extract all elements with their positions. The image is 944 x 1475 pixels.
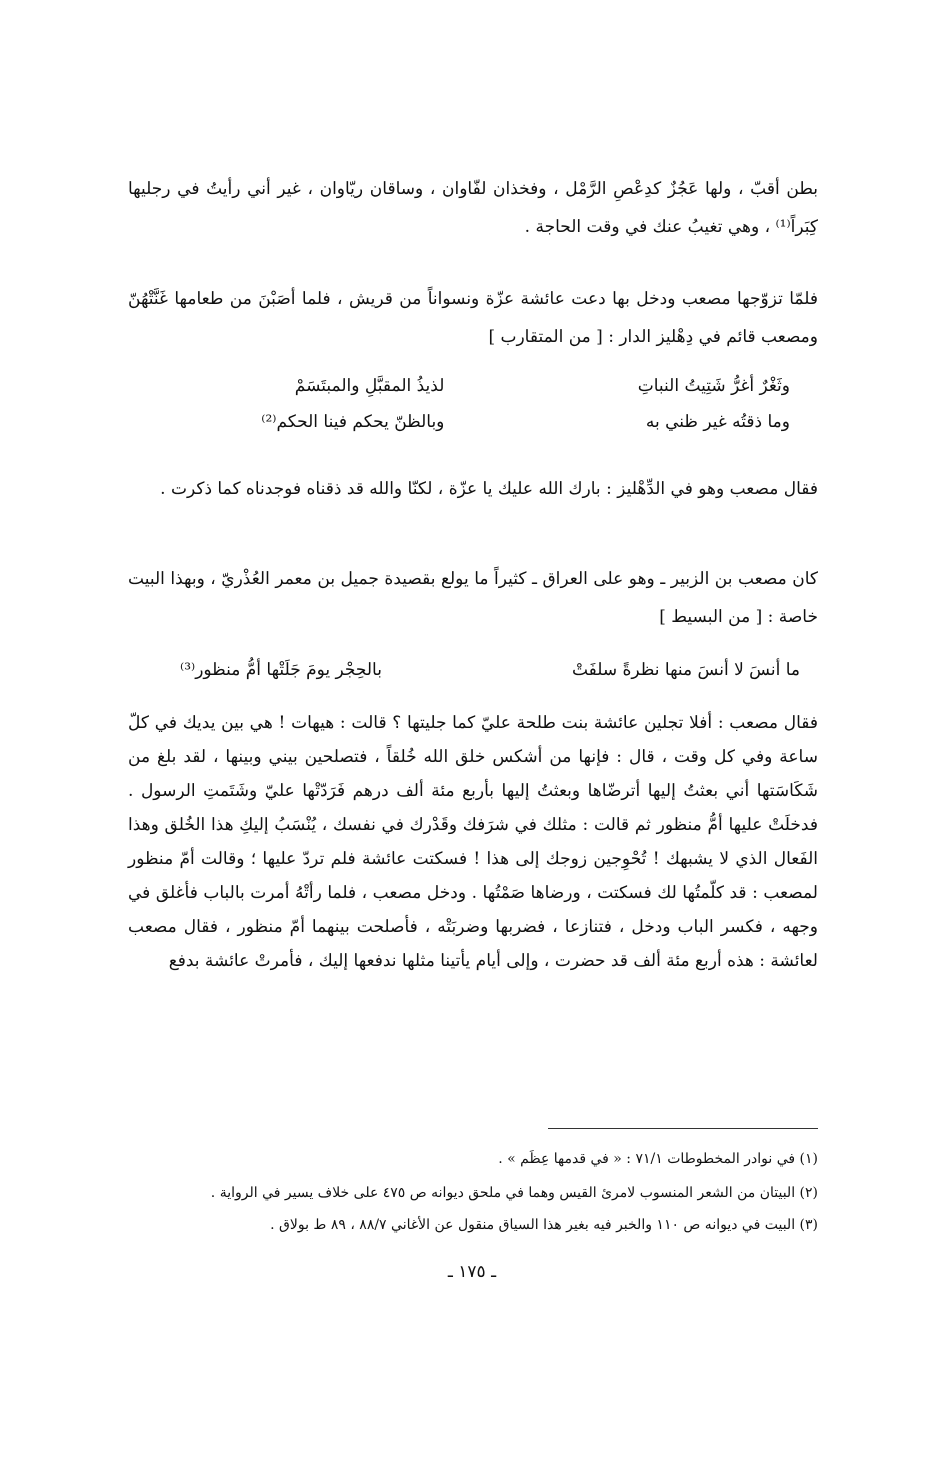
footnote-1: (١) في نوادر المخطوطات ٧١/١ : « في قدمها عِظَم » . xyxy=(498,1151,818,1167)
poem-block-1 xyxy=(150,368,790,440)
hemistich-left: لذيذُ المقبَّلِ والمبتَسَمْ xyxy=(294,376,445,396)
poem-verse xyxy=(150,404,790,440)
paragraph-4: كان مصعب بن الزبير ـ وهو على العراق ـ كثيراً ما يولع بقصيدة جميل بن معمر العُذْريّ ، وبهذا البيت خاصة : [ من البسيط ] xyxy=(128,569,818,627)
poem-verse xyxy=(180,652,800,688)
footnote-2: (٢) البيتان من الشعر المنسوب لامرئ القيس وهما في ملحق ديوانه ص ٤٧٥ على خلاف يسير في الرواية . xyxy=(210,1185,818,1201)
paragraph-3: فقال مصعب وهو في الدِّهْليز : بارك الله عليك يا عزّة ، لكنّا والله قد ذقناه فوجدناه كما ذكرت . xyxy=(160,479,818,499)
hemistich-right: ما أنسَ لا أنسَ منها نظرةً سلفَتْ xyxy=(571,660,800,680)
hemistich-right: وما ذقتُه غير ظني به xyxy=(645,412,790,432)
hemistich-left: وبالظنّ يحكم فينا الحكم⁽²⁾ xyxy=(261,412,445,432)
page-number: ـ ١٧٥ ـ xyxy=(447,1262,497,1282)
poem-block-2 xyxy=(180,652,800,688)
hemistich-right: وثَغْرٌ أغرُّ شَتِيتُ النباتِ xyxy=(637,376,790,396)
paragraph-2: فلمّا تزوّجها مصعب ودخل بها دعت عائشة عزّة ونسواناً من قريش ، فلما أصَبْنَ من طعامها غَنَّتْهُنّ ومصعب قائم في دِهْليز الدار : [ من المتقارب ] xyxy=(128,289,818,347)
footnote-divider xyxy=(548,1128,818,1129)
footnote-3: (٣) البيت في ديوانه ص ١١٠ والخبر فيه بغير هذا السياق منقول عن الأغاني ٨٨/٧ ، ٨٩ ط بولاق . xyxy=(270,1217,818,1233)
hemistich-left: بالحِجْر يومَ جَلَتْها أمُّ منظور⁽³⁾ xyxy=(180,660,382,680)
paragraph-5: فقال مصعب : أفلا تجلين عائشة بنت طلحة عليّ كما جليتها ؟ قالت : هيهات ! هي بين يديك في كلّ ساعة وفي كل وقت ، قال : فإنها من أشكس خلق الله خُلقاً ، فتصلحين بيني وبينها ، لقد بلغ من شَكَاسَتها أني بعثتُ إليها أترضّاها وبعثتُ إليها بأربع مئة ألف درهم فَرَدّتْها عليّ وشَتَمتِ الرسول . فدخلَتْ عليها أمُّ منظور ثم قالت : مثلك في شرَفك وقَدْرك في نفسك ، يُنْسَبُ إليكِ هذا الخُلق وهذا الفَعال الذي لا يشبهك ! تُحْوِجين زوجك إلى هذا ! فسكتت عائشة فلم تردّ عليها ؛ وقالت أمّ منظور لمصعب : قد كلّمتُها لك فسكتت ، ورضاها صَمْتُها . ودخل مصعب ، فلما رأتْهُ أمرت بالباب فأغلق في وجهه ، فكسر الباب ودخل ، فتنازعا ، فضربها وضربَتْه ، فأصلحت بينهما أمّ منظور ، فقال مصعب لعائشة : هذه أربع مئة ألف قد حضرت ، وإلى أيام يأتينا مثلها ندفعها إليك ، فأمرتْ عائشة بدفع xyxy=(128,713,818,971)
poem-verse xyxy=(150,368,790,404)
paragraph-1: بطن أقبّ ، ولها عَجُزٌ كدِعْصِ الرَّمْل ، وفخذان لفّاوان ، وساقان ريّاوان ، غير أني رأيتُ في رجليها كِبَراً⁽¹⁾ ، وهي تغيبُ عنك في وقت الحاجة . xyxy=(128,179,818,237)
